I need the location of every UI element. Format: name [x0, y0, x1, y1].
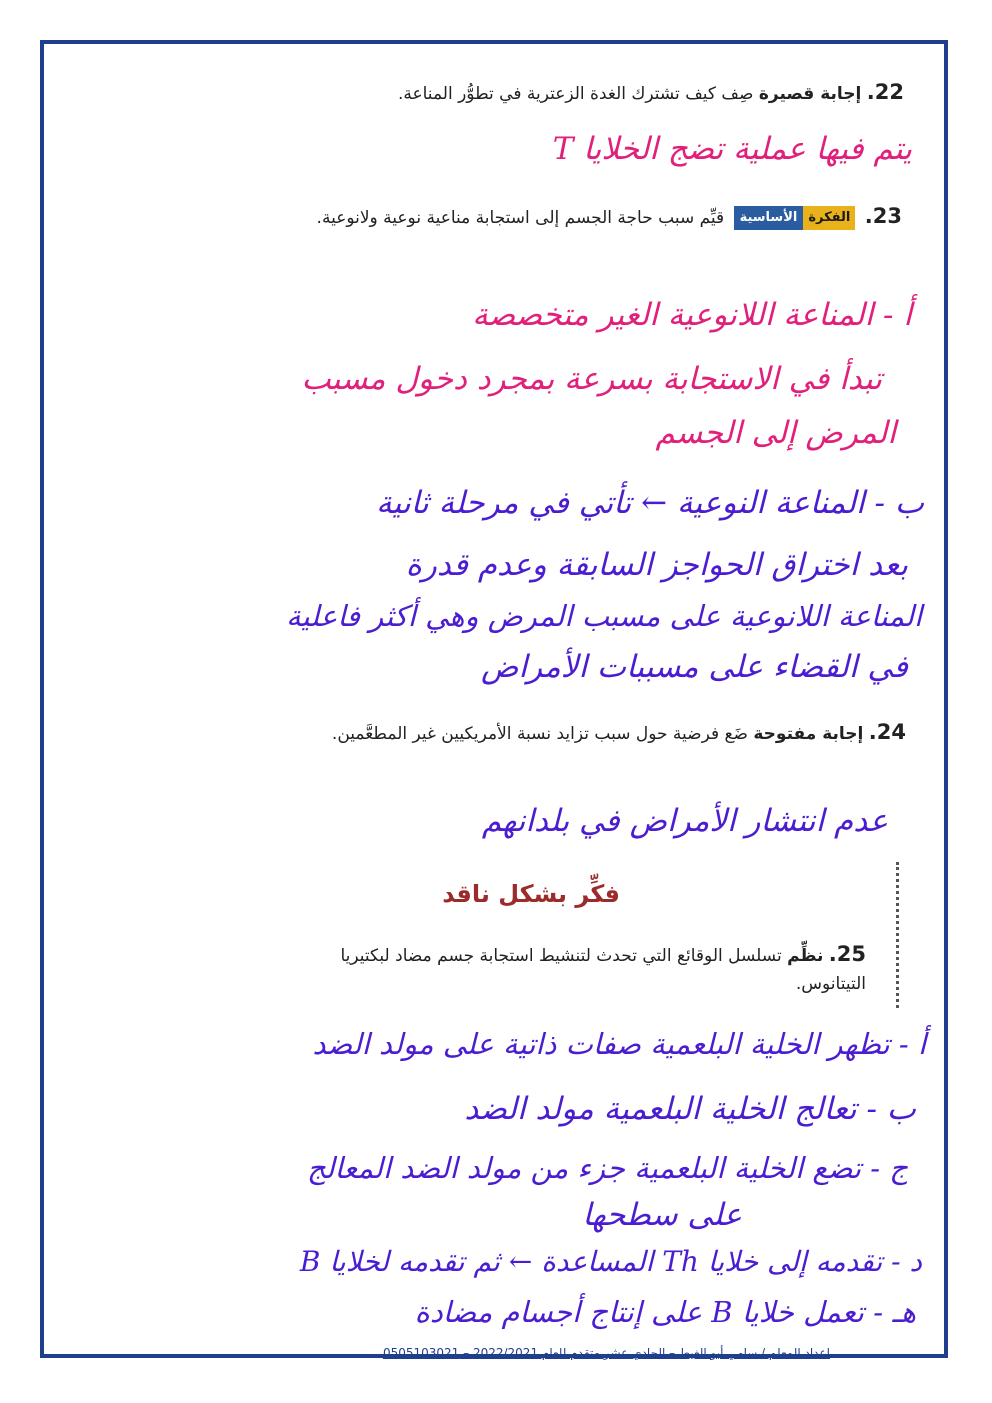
badge-part-a: الفكرة [803, 206, 855, 230]
answer-23-b-line3: المناعة اللانوعية على مسبب المرض وهي أكثر فاعلية [286, 599, 922, 633]
question-text: ضَع فرضية حول سبب تزايد نسبة الأمريكيين غير المطعَّمين. [331, 724, 748, 744]
question-keyword: نظِّم [787, 946, 824, 966]
question-number: 24. [868, 720, 906, 744]
question-text: تسلسل الوقائع التي تحدث لتنشيط استجابة جسم مضاد لبكتيريا التيتانوس. [340, 946, 866, 994]
answer-25-e: هـ - تعمل خلايا B على إنتاج أجسام مضادة [414, 1295, 916, 1329]
section-heading: فكِّر بشكل ناقد [442, 880, 620, 908]
answer-25-d: د - تقدمه إلى خلايا Th المساعدة ← ثم تقدمه لخلايا B [299, 1245, 922, 1278]
question-24 [266, 718, 906, 748]
question-keyword: إجابة مفتوحة [753, 724, 864, 744]
footer-credit: اعداد المعلم / سامي أبو الغيط – الحادي عشر متقدم للعام 2022/2021 – 0505103021 [382, 1346, 830, 1360]
answer-24: عدم انتشار الأمراض في بلدانهم [481, 803, 888, 839]
question-keyword: إجابة قصيرة [758, 84, 862, 104]
question-text: قيِّم سبب حاجة الجسم إلى استجابة مناعية نوعية ولانوعية. [316, 208, 725, 228]
question-25 [266, 940, 866, 998]
answer-23-a-line1: أ - المناعة اللانوعية الغير متخصصة [472, 297, 912, 333]
question-number: 23. [864, 204, 902, 228]
answer-23-b-line1: ب - المناعة النوعية ← تأتي في مرحلة ثانية [376, 485, 924, 521]
badge-part-b: الأساسية [734, 206, 804, 230]
question-number: 22. [866, 80, 904, 104]
answer-22: يتم فيها عملية تضج الخلايا T [552, 131, 912, 167]
answer-23-a-line3: المرض إلى الجسم [655, 415, 896, 451]
answer-25-a: أ - تظهر الخلية البلعمية صفات ذاتية على مولد الضد [312, 1027, 926, 1061]
question-text: صِف كيف تشترك الغدة الزعترية في تطوُّر المناعة. [397, 84, 754, 104]
answer-25-c-line1: ج - تضع الخلية البلعمية جزء من مولد الضد المعالج [307, 1151, 908, 1185]
core-idea-badge [734, 206, 856, 230]
question-number: 25. [828, 942, 866, 966]
answer-23-a-line2: تبدأ في الاستجابة بسرعة بمجرد دخول مسبب [301, 361, 882, 397]
question-23 [262, 202, 902, 232]
answer-25-c-line2: على سطحها [582, 1197, 742, 1233]
answer-23-b-line4: في القضاء على مسببات الأمراض [480, 649, 908, 685]
question-22 [344, 78, 904, 108]
dotted-divider [896, 862, 899, 1008]
answer-23-b-line2: بعد اختراق الحواجز السابقة وعدم قدرة [405, 547, 908, 583]
answer-25-b: ب - تعالج الخلية البلعمية مولد الضد [464, 1091, 916, 1127]
